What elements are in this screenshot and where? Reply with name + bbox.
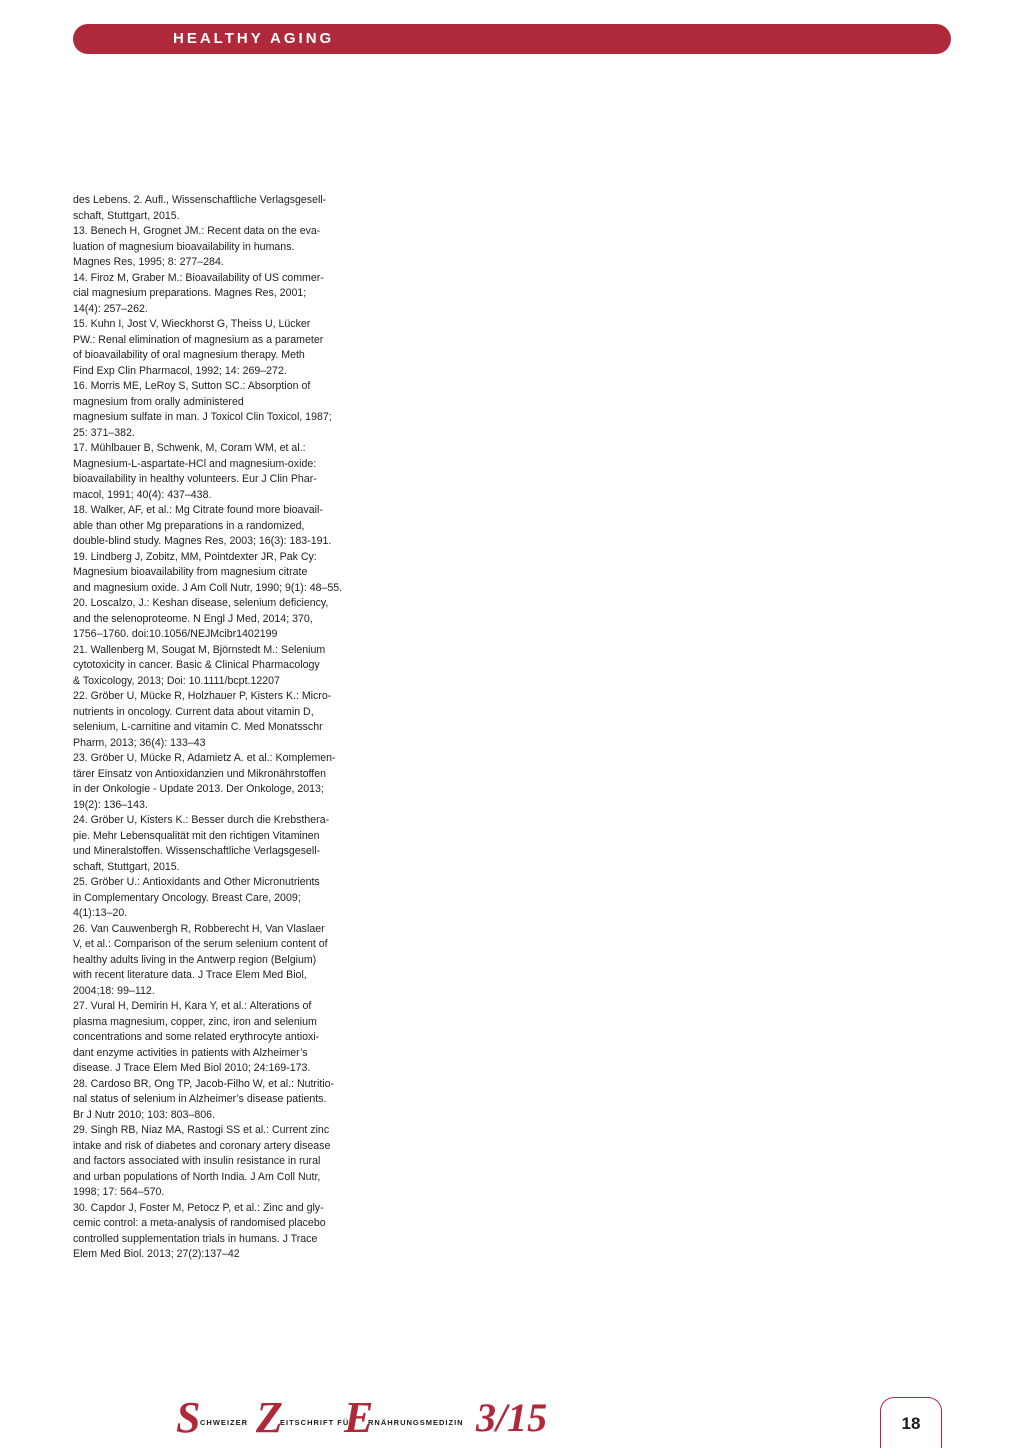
reference-line: cemic control: a meta-analysis of randomised placebo — [73, 1217, 326, 1229]
reference-line: concentrations and some related erythrocyte antioxi- — [73, 1031, 320, 1043]
reference-line: macol, 1991; 40(4): 437–438. — [73, 488, 212, 501]
reference-line: and urban populations of North India. J Am Coll Nutr, — [73, 1170, 321, 1183]
reference-line: und Mineralstoffen. Wissenschaftliche Verlagsgesell- — [73, 845, 321, 857]
reference-line: and the selenoproteome. N Engl J Med, 2014; 370, — [73, 612, 313, 625]
reference-line: Magnes Res, 1995; 8: 277–284. — [73, 256, 224, 268]
reference-line: schaft, Stuttgart, 2015. — [73, 860, 180, 873]
reference-line: 28. Cardoso BR, Ong TP, Jacob-Filho W, et al.: Nutritio- — [73, 1077, 335, 1090]
reference-line: 25. Gröber U.: Antioxidants and Other Micronutrients — [73, 876, 320, 888]
reference-line: Find Exp Clin Pharmacol, 1992; 14: 269–272. — [73, 364, 287, 377]
reference-line: 15. Kuhn I, Jost V, Wieckhorst G, Theiss U, Lücker — [73, 318, 311, 330]
reference-line: intake and risk of diabetes and coronary artery disease — [73, 1139, 331, 1152]
reference-line: nal status of selenium in Alzheimer’s disease patients. — [73, 1093, 327, 1105]
reference-line: 17. Mühlbauer B, Schwenk, M, Coram WM, et al.: — [73, 442, 306, 454]
reference-line: tärer Einsatz von Antioxidanzien und Mikronährstoffen — [73, 767, 327, 780]
brand-word-ernaehrungsmedizin: RNÄHRUNGSMEDIZIN — [368, 1418, 464, 1427]
reference-line: schaft, Stuttgart, 2015. — [73, 209, 180, 222]
reference-line: magnesium from orally administered — [73, 395, 244, 408]
reference-line: able than other Mg preparations in a randomized, — [73, 519, 305, 532]
brand-word-zeitschrift: EITSCHRIFT FÜR — [280, 1418, 356, 1427]
reference-line: in der Onkologie - Update 2013. Der Onkologe, 2013; — [73, 783, 324, 795]
reference-line: 26. Van Cauwenbergh R, Robberecht H, Van Vlaslaer — [73, 922, 325, 935]
reference-line: 22. Gröber U, Mücke R, Holzhauer P, Kisters K.: Micro- — [73, 690, 332, 702]
reference-line: cytotoxicity in cancer. Basic & Clinical Pharmacology — [73, 659, 320, 671]
reference-line: pie. Mehr Lebensqualität mit den richtigen Vitaminen — [73, 829, 320, 842]
brand-letter-e: E — [344, 1393, 374, 1442]
reference-line: Magnesium bioavailability from magnesium citrate — [73, 566, 308, 578]
reference-line: controlled supplementation trials in humans. J Trace — [73, 1232, 318, 1245]
brand-word-schweizer: CHWEIZER — [200, 1418, 248, 1427]
reference-line: 13. Benech H, Grognet JM.: Recent data on the eva- — [73, 225, 321, 237]
reference-line: 14. Firoz M, Graber M.: Bioavailability of US commer- — [73, 271, 324, 284]
reference-line: double-blind study. Magnes Res, 2003; 16(3): 183-191. — [73, 535, 332, 547]
reference-line: Pharm, 2013; 36(4): 133–43 — [73, 736, 206, 749]
reference-line: 18. Walker, AF, et al.: Mg Citrate found more bioavail- — [73, 504, 323, 516]
reference-line: cial magnesium preparations. Magnes Res, 2001; — [73, 287, 307, 299]
reference-line: healthy adults living in the Antwerp region (Belgium) — [73, 953, 317, 966]
reference-line: & Toxicology, 2013; Doi: 10.1111/bcpt.12207 — [73, 674, 280, 687]
brand-letter-s: S — [176, 1393, 201, 1442]
reference-line: 25: 371–382. — [73, 426, 135, 439]
reference-line: 1756–1760. doi:10.1056/NEJMcibr1402199 — [73, 628, 278, 640]
journal-brand — [176, 1393, 576, 1442]
reference-line: 19. Lindberg J, Zobitz, MM, Pointdexter JR, Pak Cy: — [73, 550, 317, 563]
reference-line: PW.: Renal elimination of magnesium as a parameter — [73, 333, 324, 346]
reference-line: Magnesium-L-aspartate-HCl and magnesium-oxide: — [73, 457, 317, 470]
reference-line: 2004;18: 99–112. — [73, 984, 155, 997]
reference-line: V, et al.: Comparison of the serum selenium content of — [73, 938, 328, 950]
page-number-box — [880, 1397, 942, 1448]
page-number: 18 — [901, 1414, 921, 1433]
reference-list — [73, 193, 358, 1263]
reference-line: of bioavailability of oral magnesium therapy. Meth — [73, 349, 305, 361]
reference-line: in Complementary Oncology. Breast Care, 2009; — [73, 891, 301, 904]
reference-line: 30. Capdor J, Foster M, Petocz P, et al.: Zinc and gly- — [73, 1201, 324, 1214]
reference-line: 16. Morris ME, LeRoy S, Sutton SC.: Absorption of — [73, 380, 311, 392]
reference-line: bioavailability in healthy volunteers. Eur J Clin Phar- — [73, 473, 317, 485]
reference-line: with recent literature data. J Trace Elem Med Biol, — [73, 969, 307, 981]
section-title: HEALTHY AGING — [173, 30, 335, 47]
reference-line: selenium, L-carnitine and vitamin C. Med Monatsschr — [73, 721, 323, 733]
reference-line: dant enzyme activities in patients with Alzheimer’s — [73, 1046, 308, 1059]
reference-line: 23. Gröber U, Mücke R, Adamietz A. et al.: Komplemen- — [73, 752, 336, 764]
reference-line: Br J Nutr 2010; 103: 803–806. — [73, 1108, 215, 1121]
reference-line: and factors associated with insulin resistance in rural — [73, 1155, 321, 1167]
reference-line: nutrients in oncology. Current data about vitamin D, — [73, 705, 314, 718]
reference-line: 29. Singh RB, Niaz MA, Rastogi SS et al.: Current zinc — [73, 1124, 330, 1136]
reference-line: disease. J Trace Elem Med Biol 2010; 24:169-173. — [73, 1062, 311, 1074]
reference-line: des Lebens. 2. Aufl., Wissenschaftliche Verlagsgesell- — [73, 194, 327, 206]
reference-line: 27. Vural H, Demirin H, Kara Y, et al.: Alterations of — [73, 1000, 312, 1012]
reference-line: 24. Gröber U, Kisters K.: Besser durch die Krebsthera- — [73, 814, 330, 826]
reference-line: Elem Med Biol. 2013; 27(2):137–42 — [73, 1248, 240, 1260]
reference-line: 1998; 17: 564–570. — [73, 1186, 165, 1198]
section-header-bar — [73, 24, 951, 54]
reference-line: magnesium sulfate in man. J Toxicol Clin Toxicol, 1987; — [73, 411, 332, 423]
brand-letter-z: Z — [256, 1393, 283, 1442]
reference-line: luation of magnesium bioavailability in humans. — [73, 240, 295, 253]
reference-line: 20. Loscalzo, J.: Keshan disease, selenium deficiency, — [73, 597, 329, 609]
reference-line: 14(4): 257–262. — [73, 302, 148, 315]
reference-line: 4(1):13–20. — [73, 907, 128, 919]
reference-line: and magnesium oxide. J Am Coll Nutr, 1990; 9(1): 48–55. — [73, 581, 343, 594]
reference-line: plasma magnesium, copper, zinc, iron and selenium — [73, 1015, 317, 1028]
reference-line: 19(2): 136–143. — [73, 798, 148, 811]
reference-line: 21. Wallenberg M, Sougat M, Björnstedt M.: Selenium — [73, 643, 326, 656]
issue-number: 3/15 — [476, 1395, 548, 1440]
